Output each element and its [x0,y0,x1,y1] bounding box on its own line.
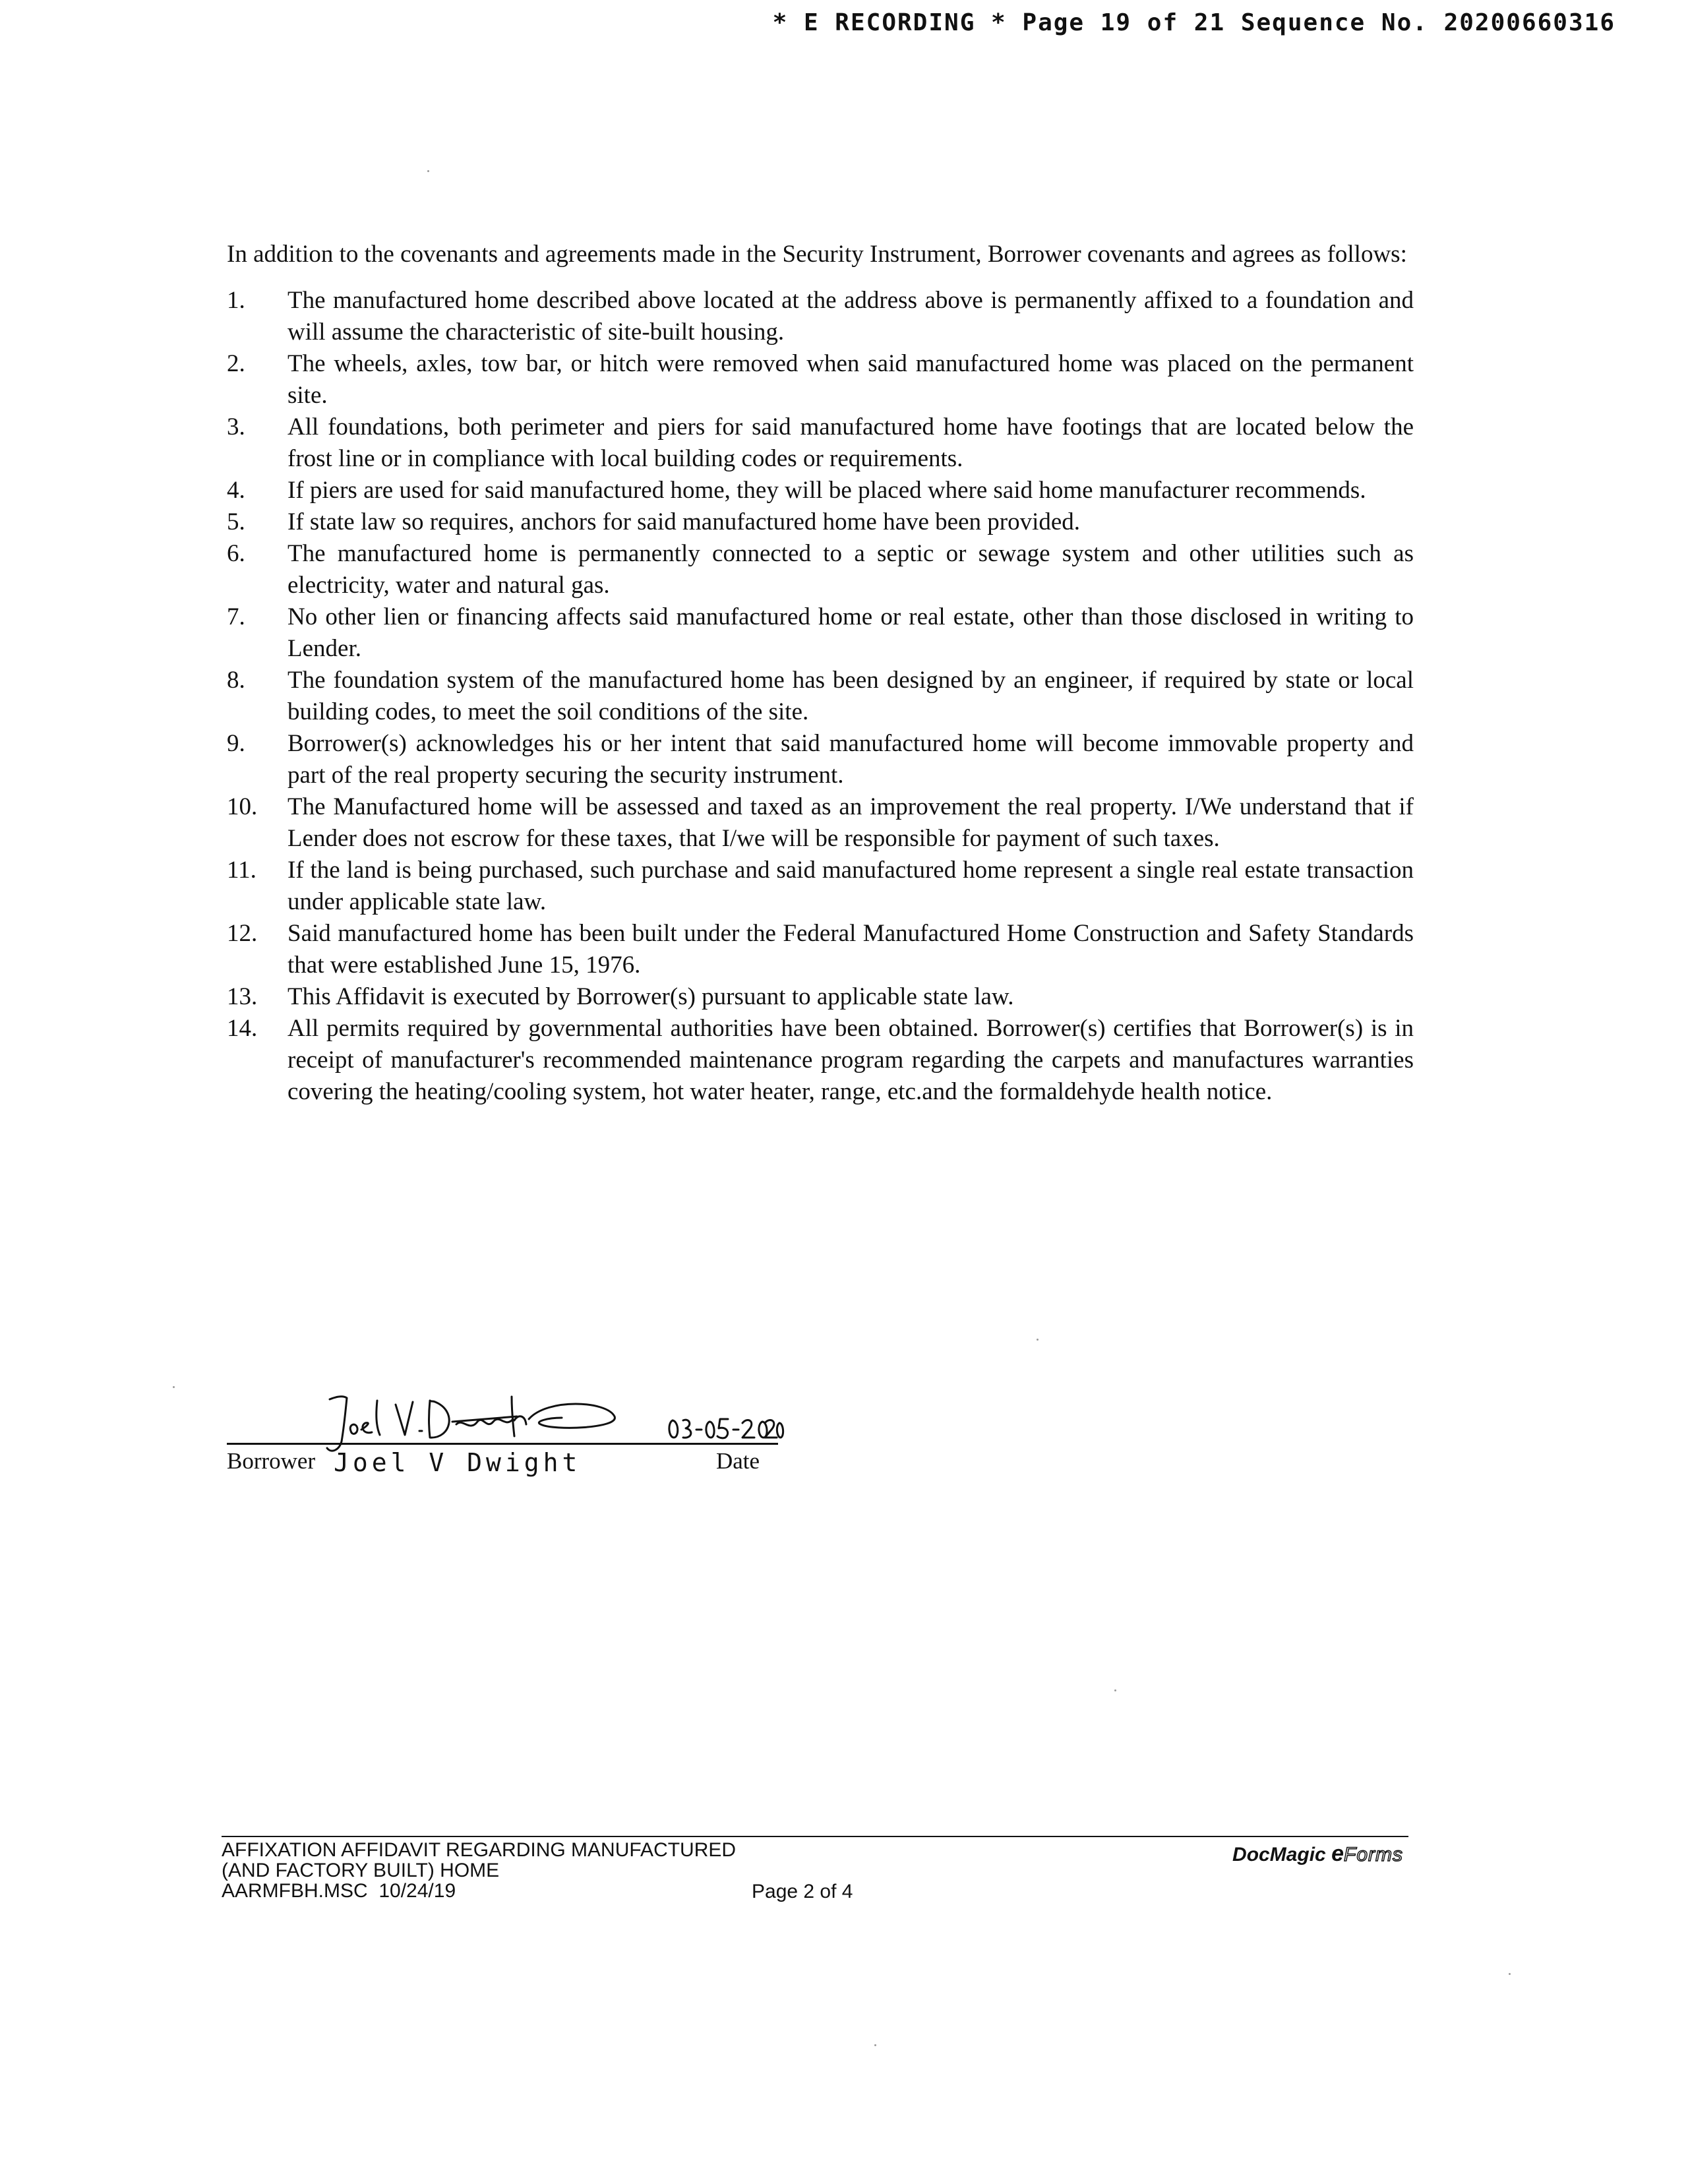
scan-speck [427,170,429,172]
item-number: 14. [227,1015,258,1042]
list-item [227,285,1414,348]
form-identification [222,1840,736,1901]
item-text: If the land is being purchased, such purchase and said manufactured home represent a single real estate transaction under applicable state law. [287,857,1414,915]
list-item [227,506,1414,538]
item-text: The Manufactured home will be assessed and taxed as an improvement the real property. I/We understand that if Lender does not escrow for these taxes, that I/we will be responsible for payment of such taxes. [287,793,1414,852]
list-item [227,348,1414,411]
list-item [227,728,1414,791]
list-item [227,475,1414,506]
scan-speck [1114,1689,1116,1691]
brand-name: DocMagic [1232,1844,1326,1866]
item-text: Borrower(s) acknowledges his or her intent that said manufactured home will become immovable property and part of the real property securing the security instrument. [287,730,1414,789]
form-title-line1: AFFIXATION AFFIDAVIT REGARDING MANUFACTURED [222,1839,737,1861]
page-number: Page 2 of 4 [752,1881,853,1902]
list-item [227,791,1414,855]
item-number: 5. [227,508,245,535]
item-number: 2. [227,350,245,377]
item-number: 13. [227,983,258,1010]
item-text: The manufactured home described above located at the address above is permanently affixed to a foundation and will assume the characteristic of site-built housing. [287,287,1414,346]
list-item [227,981,1414,1013]
scan-speck [1037,1339,1039,1341]
recording-stamp: * E RECORDING * Page 19 of 21 Sequence No. 20200660316 [772,9,1615,36]
item-number: 10. [227,793,258,820]
brand-forms: Forms [1344,1844,1403,1866]
list-item [227,1013,1414,1108]
handwritten-signature [316,1385,626,1457]
item-text: All permits required by governmental authorities have been obtained. Borrower(s) certifies that Borrower(s) is in receipt of manufacturer's recommended maintenance program regarding the carpets and manufactures warranties covering the heating/cooling system, hot water heater, range, etc.and the formaldehyde health notice. [287,1015,1414,1105]
item-number: 8. [227,667,245,694]
brand-e: e [1331,1841,1344,1866]
item-number: 11. [227,857,256,884]
item-number: 1. [227,287,245,314]
scan-speck [173,1386,175,1388]
list-item [227,855,1414,918]
list-item [227,411,1414,475]
item-text: If piers are used for said manufactured home, they will be placed where said home manufacturer recommends. [287,477,1366,504]
scan-speck [1509,1973,1511,1975]
item-number: 6. [227,540,245,567]
scan-speck [874,2044,876,2046]
signature-line [227,1443,778,1445]
list-item [227,601,1414,665]
item-number: 9. [227,730,245,757]
list-item [227,918,1414,981]
form-code: AARMFBH.MSC 10/24/19 [222,1880,456,1902]
date-label: Date [716,1448,760,1474]
item-text: Said manufactured home has been built under the Federal Manufactured Home Construction and Safety Standards that were established June 15, 1976. [287,920,1414,979]
covenants-list [227,285,1414,1108]
item-text: All foundations, both perimeter and piers for said manufactured home have footings that are located below the frost line or in compliance with local building codes or requirements. [287,413,1414,472]
list-item [227,538,1414,601]
item-text: This Affidavit is executed by Borrower(s) pursuant to applicable state law. [287,983,1014,1010]
item-number: 4. [227,477,245,504]
form-title-line2: (AND FACTORY BUILT) HOME [222,1860,500,1881]
borrower-label: Borrower [227,1448,316,1474]
item-text: If state law so requires, anchors for said manufactured home have been provided. [287,508,1081,535]
item-number: 7. [227,603,245,630]
item-number: 12. [227,920,258,947]
item-text: The manufactured home is permanently connected to a septic or sewage system and other utilities such as electricity, water and natural gas. [287,540,1414,599]
intro-paragraph: In addition to the covenants and agreements made in the Security Instrument, Borrower covenants and agrees as follows: [227,241,1407,268]
docmagic-logo [1232,1841,1403,1867]
item-text: No other lien or financing affects said manufactured home or real estate, other than those disclosed in writing to Lender. [287,603,1414,662]
document-body [227,239,1414,1108]
footer-divider [222,1836,1408,1837]
list-item [227,665,1414,728]
item-text: The foundation system of the manufactured home has been designed by an engineer, if required by state or local building codes, to meet the soil conditions of the site. [287,667,1414,725]
handwritten-date [666,1409,785,1445]
item-text: The wheels, axles, tow bar, or hitch were removed when said manufactured home was placed on the permanent site. [287,350,1414,409]
item-number: 3. [227,413,245,440]
borrower-name: Joel V Dwight [334,1448,582,1477]
